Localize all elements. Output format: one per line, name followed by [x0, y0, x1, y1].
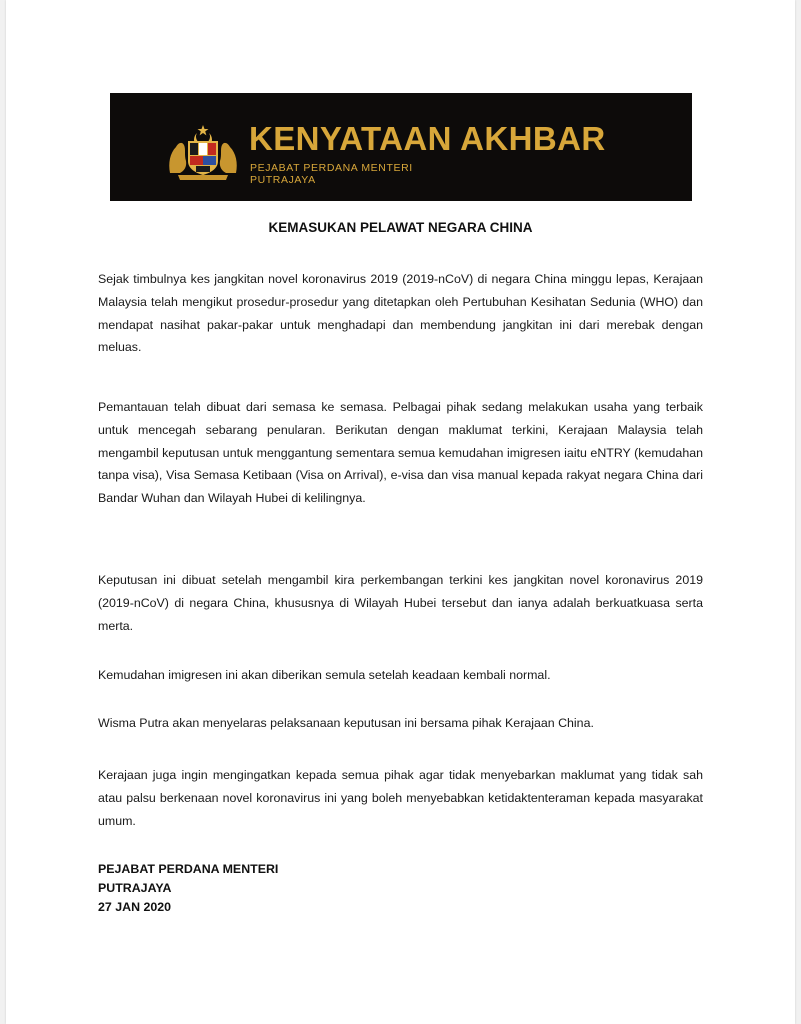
paragraph-5: Wisma Putra akan menyelaras pelaksanaan keputusan ini bersama pihak Kerajaan China.	[98, 716, 594, 730]
banner-subtitle-office: PEJABAT PERDANA MENTERI	[250, 162, 413, 174]
paragraph-6: Kerajaan juga ingin mengingatkan kepada semua pihak agar tidak menyebarkan maklumat yang tidak sah atau palsu berkenaan novel koronavirus ini yang boleh menyebabkan ketidaktenteraman kepada masyarakat umum.	[98, 768, 703, 828]
press-release-banner	[110, 93, 692, 201]
banner-subtitle-city: PUTRAJAYA	[250, 174, 316, 186]
paragraph-1: Sejak timbulnya kes jangkitan novel koronavirus 2019 (2019-nCoV) di negara China minggu lepas, Kerajaan Malaysia telah mengikut prosedur-prosedur yang ditetapkan oleh Pertubuhan Kesihatan Sedunia (WHO) dan mendapat nasihat pakar-pakar untuk menghadapi dan membendung jangkitan ini dari merebak dengan meluas.	[98, 272, 703, 355]
banner-title: KENYATAAN AKHBAR	[249, 120, 606, 157]
document-heading: KEMASUKAN PELAWAT NEGARA CHINA	[268, 220, 533, 235]
paragraph-3: Keputusan ini dibuat setelah mengambil kira perkembangan terkini kes jangkitan novel koronavirus 2019 (2019-nCoV) di negara China, khususnya di Wilayah Hubei tersebut dan ianya adalah berkuatkuasa serta merta.	[98, 573, 703, 633]
signature-office: PEJABAT PERDANA MENTERI	[98, 862, 279, 876]
paragraph-4: Kemudahan imigresen ini akan diberikan semula setelah keadaan kembali normal.	[98, 668, 551, 682]
paragraph-2: Pemantauan telah dibuat dari semasa ke semasa. Pelbagai pihak sedang melakukan usaha yang terbaik untuk mencegah sebarang penularan. Berikutan dengan maklumat terkini, Kerajaan Malaysia telah mengambil keputusan untuk menggantung sementara semua kemudahan imigresen iaitu eNTRY (kemudahan tanpa visa), Visa Semasa Ketibaan (Visa on Arrival), e-visa dan visa manual kepada rakyat negara China dari Bandar Wuhan dan Wilayah Hubei di kelilingnya.	[98, 400, 703, 506]
malaysia-coat-of-arms-icon	[164, 123, 242, 181]
signature-city: PUTRAJAYA	[98, 881, 172, 895]
signature-date: 27 JAN 2020	[98, 900, 172, 914]
document-page	[6, 0, 795, 1024]
